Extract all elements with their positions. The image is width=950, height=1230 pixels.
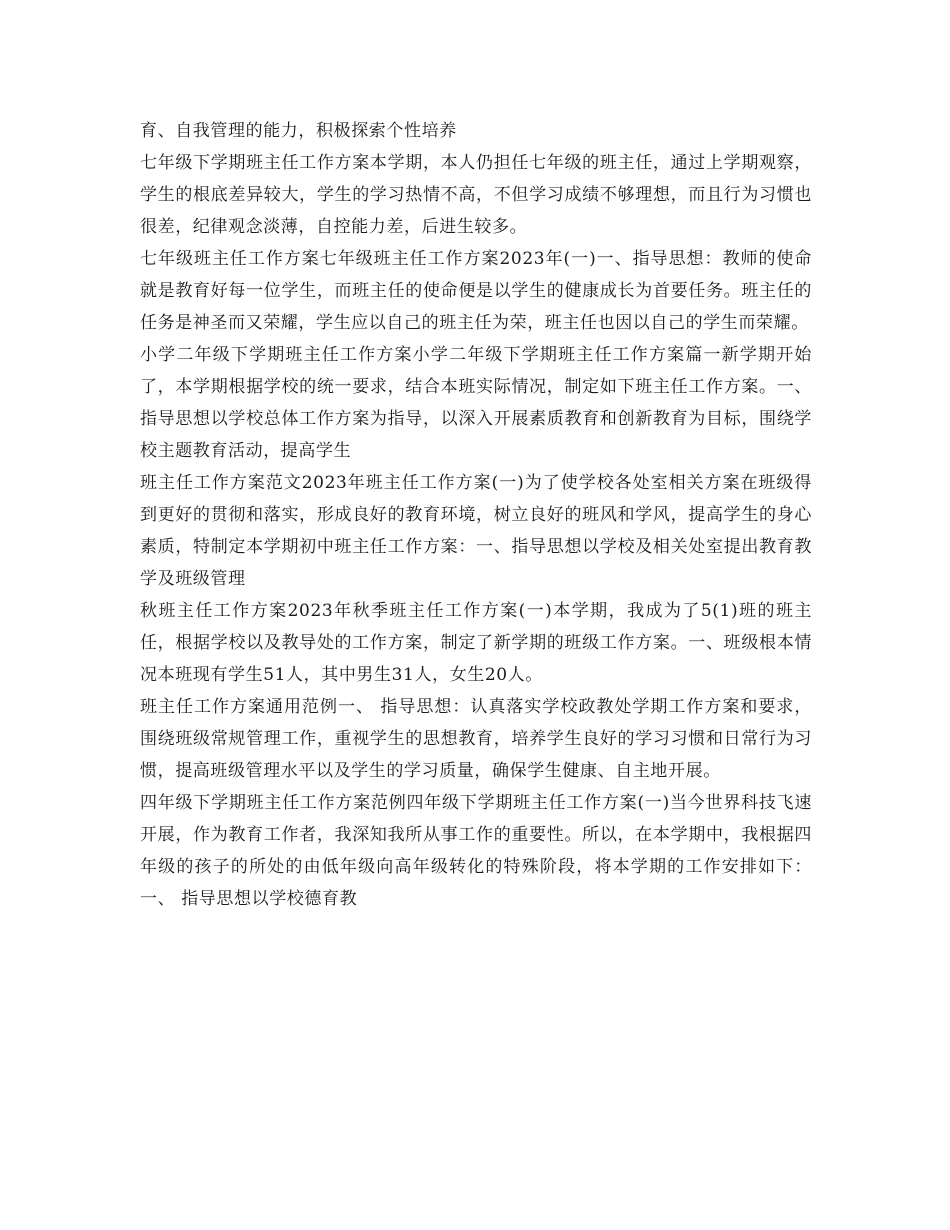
paragraph-2: 七年级下学期班主任工作方案本学期，本人仍担任七年级的班主任，通过上学期观察，学生的根底差异较大，学生的学习热情不高，不但学习成绩不够理想，而且行为习惯也很差，纪律观念淡薄，自控能力差，后进生较多。: [140, 153, 812, 237]
paragraph-7: 班主任工作方案通用范例一、 指导思想：认真落实学校政教处学期工作方案和要求，围绕班级常规管理工作，重视学生的思想教育，培养学生良好的学习习惯和日常行为习惯，提高班级管理水平以及学生的学习质量，确保学生健康、自主地开展。: [140, 697, 812, 781]
paragraph-5: 班主任工作方案范文2023年班主任工作方案(一)为了使学校各处室相关方案在班级得到更好的贯彻和落实，形成良好的教育环境，树立良好的班风和学风，提高学生的身心素质，特制定本学期初中班主任工作方案：一、指导思想以学校及相关处室提出教育教学及班级管理: [140, 473, 812, 589]
paragraph-8: 四年级下学期班主任工作方案范例四年级下学期班主任工作方案(一)当今世界科技飞速开展，作为教育工作者，我深知我所从事工作的重要性。所以，在本学期中，我根据四年级的孩子的所处的由低年级向高年级转化的特殊阶段，将本学期的工作安排如下：一、 指导思想以学校德育教: [140, 793, 812, 909]
document-body: [140, 115, 812, 915]
paragraph-4: 小学二年级下学期班主任工作方案小学二年级下学期班主任工作方案篇一新学期开始了，本学期根据学校的统一要求，结合本班实际情况，制定如下班主任工作方案。一、指导思想以学校总体工作方案为指导，以深入开展素质教育和创新教育为目标，围绕学校主题教育活动，提高学生: [140, 345, 812, 461]
paragraph-1: 育、自我管理的能力，积极探索个性培养: [140, 121, 457, 141]
paragraph-3: 七年级班主任工作方案七年级班主任工作方案2023年(一)一、指导思想：教师的使命就是教育好每一位学生，而班主任的使命便是以学生的健康成长为首要任务。班主任的任务是神圣而又荣耀，学生应以自己的班主任为荣，班主任也因以自己的学生而荣耀。: [140, 249, 812, 333]
paragraph-6: 秋班主任工作方案2023年秋季班主任工作方案(一)本学期，我成为了5(1)班的班主任，根据学校以及教导处的工作方案，制定了新学期的班级工作方案。一、班级根本情况本班现有学生51人，其中男生31人，女生20人。: [140, 601, 812, 685]
